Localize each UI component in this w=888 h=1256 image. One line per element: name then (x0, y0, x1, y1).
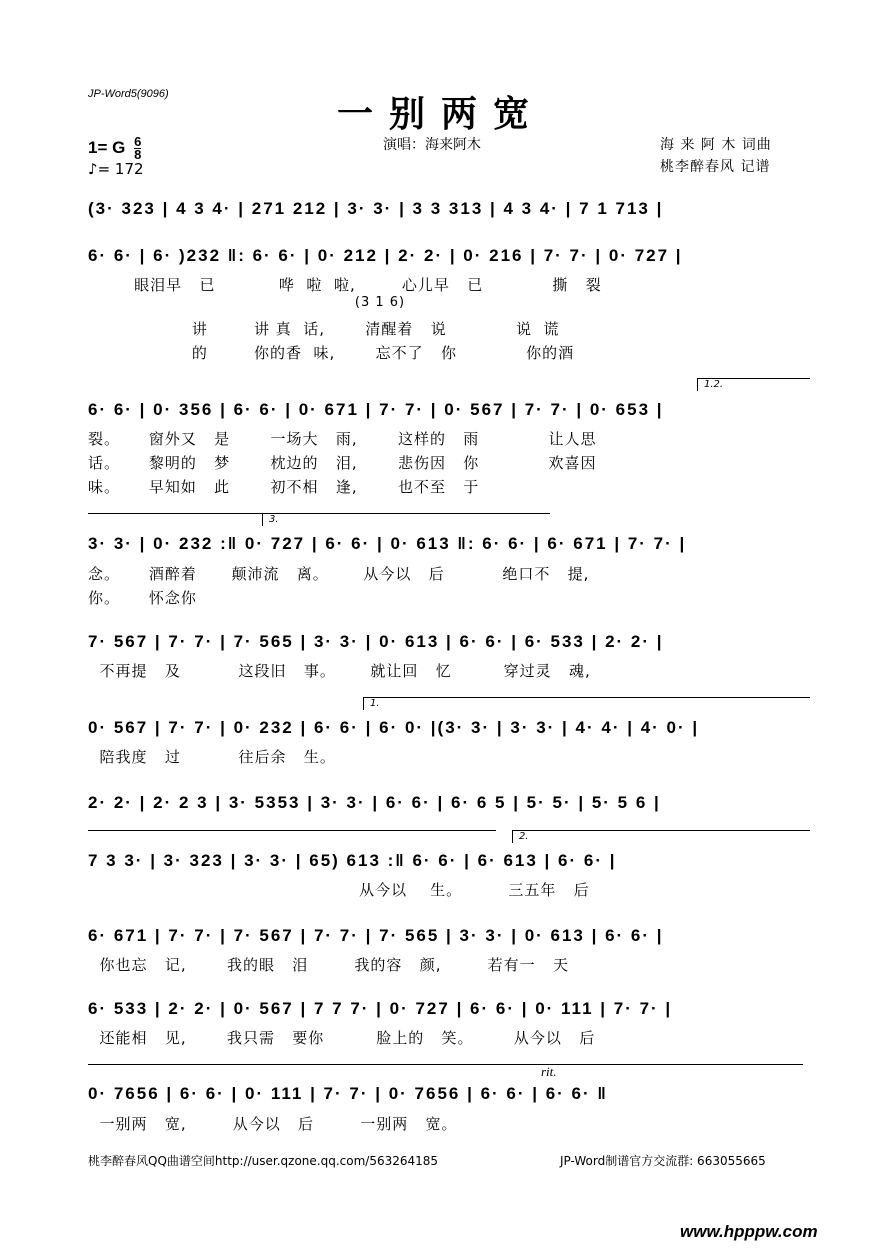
staff-notes: 7· 567 | 7· 7· | 7· 565 | 3· 3· | 0· 613 | 6· 6· | 6· 533 | 2· 2· | (88, 632, 664, 651)
staff-row (88, 628, 808, 656)
lyric-line: 念。 酒醉着 颠沛流 离。 从今以 后 绝口不 提, (88, 565, 590, 583)
staff-row (88, 242, 808, 270)
staff-notes: 0· 7656 | 6· 6· | 0· 111 | 7· 7· | 0· 7656 | 6· 6· | 6· 6· ‖ (88, 1084, 608, 1103)
staff-notes: (3· 323 | 4 3 4· | 271 212 | 3· 3· | 3 3 313 | 4 3 4· | 7 1 713 | (88, 199, 664, 218)
lyric-line: 话。 黎明的 梦 枕边的 泪, 悲伤因 你 欢喜因 (88, 454, 597, 472)
volta-bracket: 1.2. (697, 378, 810, 391)
staff-notes: 6· 533 | 2· 2· | 0· 567 | 7 7 7· | 0· 727 | 6· 6· | 0· 111 | 7· 7· | (88, 999, 673, 1018)
lyric-line: 还能相 见, 我只需 要你 脸上的 笑。 从今以 后 (88, 1029, 596, 1047)
staff-row (88, 847, 808, 875)
volta-bracket: 3. (262, 513, 550, 526)
lyric-line: 眼泪早 已 哗 啦 啦, 心儿早 已 撕 裂 (88, 276, 602, 294)
lyric-line: 一别两 宽, 从今以 后 一别两 宽。 (88, 1115, 458, 1133)
staff-row (88, 396, 808, 424)
lyric-line: 陪我度 过 往后余 生。 (88, 748, 336, 766)
time-sig-bottom: 8 (134, 147, 142, 162)
lyric-line: 你也忘 记, 我的眼 泪 我的容 颜, 若有一 天 (88, 956, 569, 974)
staff-row (88, 922, 808, 950)
staff-notes: 0· 567 | 7· 7· | 0· 232 | 6· 6· | 6· 0· |(3· 3· | 3· 3· | 4· 4· | 4· 0· | (88, 718, 700, 737)
lyric-line: 的 你的香 味, 忘不了 你 你的酒 (88, 344, 575, 362)
song-title: 一别两宽 (337, 93, 546, 135)
system-line (88, 1064, 803, 1065)
staff-notes: 3· 3· | 0· 232 :‖ 0· 727 | 6· 6· | 0· 613 ‖: 6· 6· | 6· 671 | 7· 7· | (88, 534, 687, 553)
time-sig-top: 6 (134, 134, 142, 149)
lyric-line: 讲 讲 真 话, 清醒着 说 说 谎 (88, 320, 560, 338)
lyric-line: 不再提 及 这段旧 事。 就让回 忆 穿过灵 魂, (88, 662, 591, 680)
staff-notes: 2· 2· | 2· 2 3 | 3· 5353 | 3· 3· | 6· 6· | 6· 6 5 | 5· 5· | 5· 5 6 | (88, 793, 661, 812)
software-tag: JP-Word5(9096) (88, 88, 169, 100)
lyric-line: 你。 怀念你 (88, 589, 197, 607)
time-signature (134, 136, 141, 161)
volta-bracket: 2. (512, 830, 810, 843)
lyric-line: 从今以 生。 三五年 后 (88, 881, 590, 899)
staff-row (88, 995, 808, 1023)
staff-row (88, 714, 808, 742)
singer: 演唱：海来阿木 (383, 137, 481, 153)
staff-row (88, 195, 808, 223)
key-signature (88, 136, 141, 161)
staff-notes: 6· 671 | 7· 7· | 7· 567 | 7· 7· | 7· 565 | 3· 3· | 0· 613 | 6· 6· | (88, 926, 664, 945)
composer-credit: 海 来 阿 木 词曲 (660, 137, 772, 153)
footer-right: JP-Word制谱官方交流群: 663055665 (560, 1154, 766, 1168)
staff-row (88, 530, 808, 558)
expression-mark: rit. (541, 1064, 557, 1079)
volta-bracket-line (88, 830, 496, 831)
staff-notes: 6· 6· | 0· 356 | 6· 6· | 0· 671 | 7· 7· | 0· 567 | 7· 7· | 0· 653 | (88, 400, 664, 419)
staff-row (88, 1080, 808, 1108)
volta-bracket: 1. (363, 697, 810, 710)
footer-left[interactable]: 桃李醉春风QQ曲谱空间http://user.qzone.qq.com/563264185 (88, 1154, 439, 1168)
staff-row (88, 789, 808, 817)
watermark: www.hpppw.com (680, 1222, 818, 1241)
staff-notes: 7 3 3· | 3· 323 | 3· 3· | 65) 613 :‖ 6· 6· | 6· 613 | 6· 6· | (88, 851, 617, 870)
tempo: ♪= 172 (88, 160, 144, 178)
lyric-line: (3 1 6) (88, 295, 406, 310)
lyric-line: 味。 早知如 此 初不相 逢, 也不至 于 (88, 478, 480, 496)
key-label: 1= G (88, 137, 126, 157)
staff-notes: 6· 6· | 6· )232 ‖: 6· 6· | 0· 212 | 2· 2· | 0· 216 | 7· 7· | 0· 727 | (88, 246, 683, 265)
lyric-line: 裂。 窗外又 是 一场大 雨, 这样的 雨 让人思 (88, 430, 597, 448)
transcriber-credit: 桃李醉春风 记谱 (660, 159, 771, 175)
